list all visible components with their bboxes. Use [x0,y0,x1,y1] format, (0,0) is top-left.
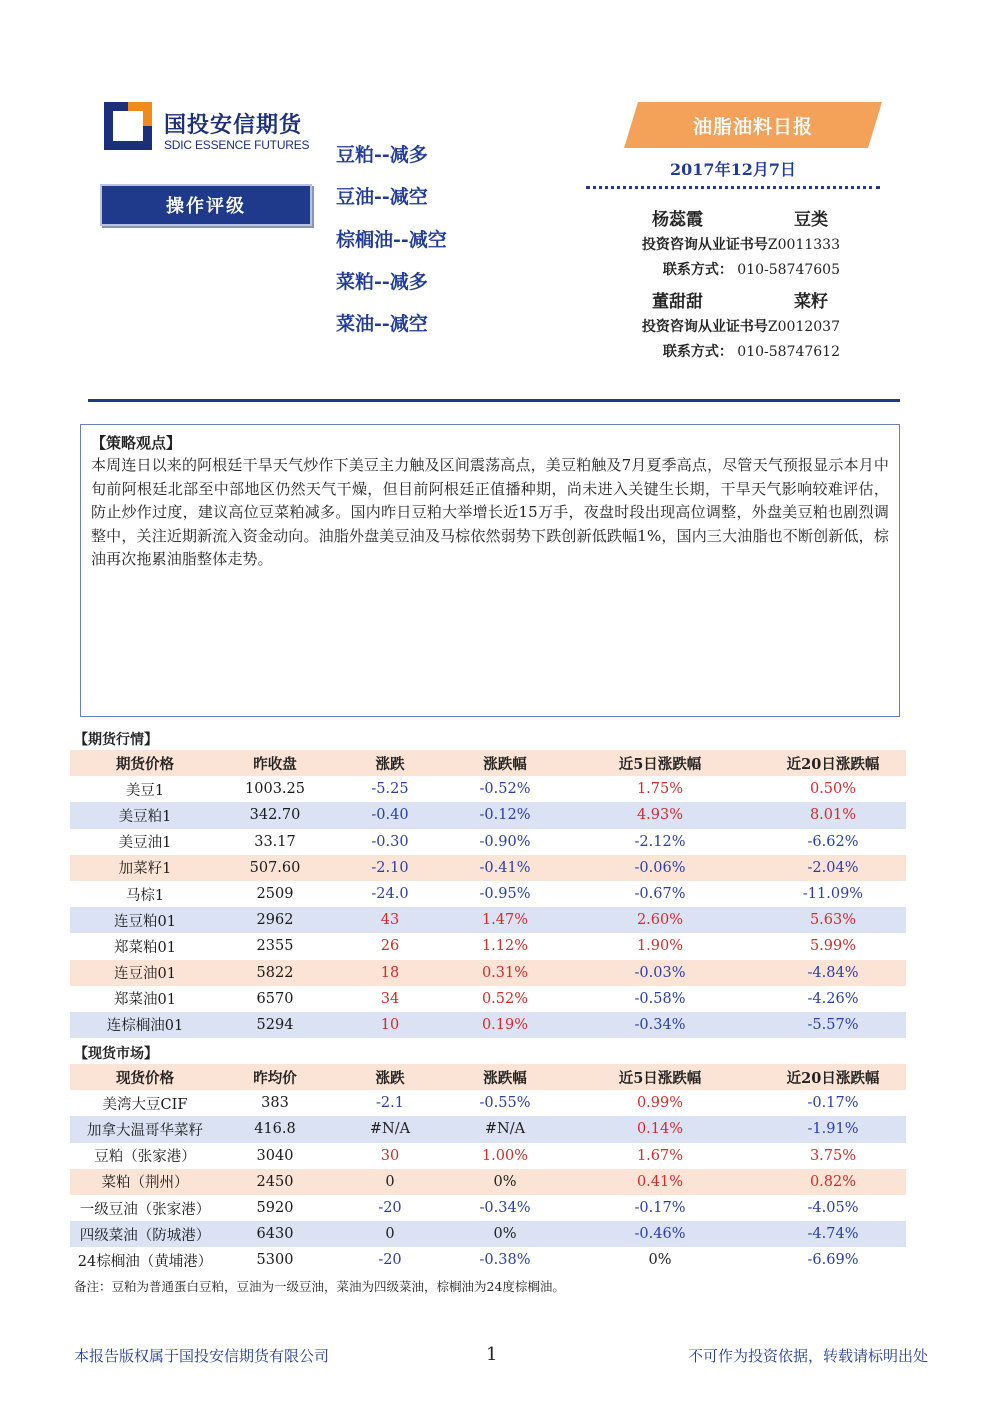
value-cell: 0.82% [760,1169,906,1195]
footer-copyright: 本报告版权属于国投安信期货有限公司 [74,1347,330,1365]
table-note: 备注：豆粕为普通蛋白豆粕，豆油为一级豆油，菜油为四级菜油，棕榈油为24度棕榈油。 [74,1279,565,1294]
table-row [70,1195,906,1221]
analyst-cert: 投资咨询从业证书号Z0012037 [641,319,840,335]
header-divider [586,186,880,189]
table-row [70,776,906,802]
futures-table [70,750,906,1038]
column-header: 近20日涨跌幅 [760,1064,906,1090]
rating-item: 豆油--减空 [336,186,428,208]
value-cell: -0.34% [479,1200,531,1217]
value-cell: 2509 [256,886,294,903]
table-row [70,1116,906,1142]
value-cell: -0.41% [450,855,560,881]
value-cell: -4.74% [760,1221,906,1247]
column-header: 昨均价 [220,1064,330,1090]
value-cell: -2.1 [376,1095,404,1112]
value-cell: 0.50% [809,781,857,798]
value-cell: -0.06% [560,855,760,881]
value-cell: 0.31% [450,960,560,986]
value-cell: #N/A [450,1116,560,1142]
value-cell: -20 [378,1200,402,1217]
value-cell: -4.26% [807,990,859,1007]
value-cell: -0.30 [371,833,409,850]
value-cell: 0.41% [560,1169,760,1195]
value-cell: -0.55% [479,1095,531,1112]
value-cell: 43 [330,907,450,933]
value-cell: 5294 [220,1012,330,1038]
table-row [70,855,906,881]
value-cell: 0% [648,1252,672,1269]
row-label-cell: 四级菜油（防城港） [70,1221,220,1247]
value-cell: -1.91% [760,1116,906,1142]
value-cell: 0% [450,1169,560,1195]
column-header: 涨跌 [330,1064,450,1090]
value-cell: 383 [261,1095,289,1112]
value-cell: 30 [380,1147,400,1164]
table-row [70,907,906,933]
spot-section-label: 【现货市场】 [74,1046,158,1062]
value-cell: 6430 [220,1221,330,1247]
analyst-field: 豆类 [794,210,828,230]
rating-item: 豆粕--减多 [336,144,428,166]
value-cell: 1.12% [481,938,529,955]
rating-item: 菜粕--减多 [336,271,428,293]
value-cell: -0.40 [330,802,450,828]
column-header: 涨跌幅 [450,750,560,776]
value-cell: 1.75% [636,781,684,798]
column-header: 近5日涨跌幅 [560,750,760,776]
value-cell: 3.75% [809,1147,857,1164]
table-row [70,986,906,1012]
row-label-cell: 马棕1 [125,887,165,904]
table-row [70,1143,906,1169]
value-cell: -0.34% [560,1012,760,1038]
analyst-field: 菜籽 [794,292,828,312]
value-cell: 5300 [256,1252,294,1269]
report-title: 油脂油料日报 [692,115,813,138]
value-cell: 1.00% [481,1147,529,1164]
value-cell: -0.52% [479,781,531,798]
table-row [70,1090,906,1116]
table-row [70,1012,906,1038]
value-cell: 1.90% [636,938,684,955]
value-cell: 0 [330,1221,450,1247]
row-label-cell: 美豆1 [125,782,165,799]
column-header: 近20日涨跌幅 [760,750,906,776]
table-row [70,933,906,959]
value-cell: -0.46% [560,1221,760,1247]
analyst-name: 董甜甜 [652,292,703,312]
report-title-banner [624,102,882,148]
table-row [70,802,906,828]
value-cell: -0.38% [479,1252,531,1269]
analyst-cert: 投资咨询从业证书号Z0011333 [641,237,840,253]
futures-section-label: 【期货行情】 [74,732,158,748]
value-cell: -0.12% [450,802,560,828]
value-cell: 33.17 [254,833,296,850]
value-cell: -4.84% [760,960,906,986]
column-header: 近5日涨跌幅 [560,1064,760,1090]
value-cell: 34 [380,990,400,1007]
value-cell: -0.17% [807,1095,859,1112]
table-header-row [70,750,906,776]
value-cell: -2.12% [634,833,686,850]
strategy-body: 本周连日以来的阿根廷干旱天气炒作下美豆主力触及区间震荡高点，美豆粕触及7月夏季高点，尽管天气预报显示本月中旬前阿根廷北部至中部地区仍然天气干燥，但目前阿根廷正值播种期，尚未进入关键生长期，干旱天气影响较难评估，防止炒作过度，建议高位豆菜粕减多。国内昨日豆粕大举增长近15万手，夜盘时段出现高位调整，外盘美豆粕也剧烈调整中，关注近期新流入资金动向。油脂外盘美豆油及马棕依然弱势下跌创新低跌幅1%，国内三大油脂也不断创新低，棕油再次拖累油脂整体走势。 [91,456,889,569]
value-cell: 0% [450,1221,560,1247]
value-cell: 342.70 [220,802,330,828]
value-cell: -0.67% [634,886,686,903]
main-divider [88,399,900,402]
value-cell: -2.10 [330,855,450,881]
value-cell: 0.19% [450,1012,560,1038]
row-label-cell: 24棕榈油（黄埔港） [77,1253,213,1270]
value-cell: -2.04% [760,855,906,881]
spot-table [70,1064,906,1274]
value-cell: -0.17% [634,1200,686,1217]
value-cell: 1003.25 [245,781,305,798]
value-cell: 6570 [256,990,294,1007]
value-cell: -0.90% [479,833,531,850]
row-label-cell: 菜粕（荆州） [70,1169,220,1195]
value-cell: 3040 [256,1147,294,1164]
logo-text-en: SDIC ESSENCE FUTURES [164,138,310,152]
strategy-title: 【策略观点】 [91,434,182,452]
value-cell: -4.05% [807,1200,859,1217]
row-label-cell: 美湾大豆CIF [102,1096,188,1113]
table-row [70,829,906,855]
row-label-cell: 郑菜粕01 [114,939,176,956]
table-row [70,960,906,986]
value-cell: -0.95% [479,886,531,903]
analyst-contact: 联系方式： 010-58747612 [662,344,840,360]
column-header: 涨跌 [330,750,450,776]
value-cell: -11.09% [802,886,864,903]
value-cell: 8.01% [760,802,906,828]
value-cell: 0 [330,1169,450,1195]
value-cell: -6.69% [807,1252,859,1269]
value-cell: 0.14% [560,1116,760,1142]
table-row [70,1247,906,1273]
logo-mark-icon [104,102,152,150]
value-cell: 0.52% [481,990,529,1007]
value-cell: 18 [330,960,450,986]
value-cell: 5920 [256,1200,294,1217]
column-header: 现货价格 [70,1064,220,1090]
value-cell: -5.25 [371,781,409,798]
value-cell: 2355 [256,938,294,955]
value-cell: 2450 [220,1169,330,1195]
logo-text-cn: 国投安信期货 [164,113,303,138]
row-label-cell: 美豆油1 [118,835,172,852]
row-label-cell: 加拿大温哥华菜籽 [70,1116,220,1142]
row-label-cell: 连豆粕01 [70,907,220,933]
analyst-contact: 联系方式： 010-58747605 [662,262,840,278]
table-row [70,881,906,907]
table-header-row [70,1064,906,1090]
analyst-name: 杨蕊霞 [652,210,703,230]
value-cell: 5822 [220,960,330,986]
rating-item: 菜油--减空 [336,313,428,335]
value-cell: 4.93% [560,802,760,828]
strategy-box [80,424,900,717]
rating-label-box: 操作评级 [100,184,312,226]
value-cell: #N/A [330,1116,450,1142]
value-cell: -24.0 [371,886,409,903]
value-cell: 0.99% [636,1095,684,1112]
value-cell: -6.62% [807,833,859,850]
rating-item: 棕榈油--减空 [336,229,447,251]
value-cell: 26 [380,938,400,955]
footer-disclaimer: 不可作为投资依据，转载请标明出处 [687,1347,928,1365]
value-cell: 5.63% [760,907,906,933]
value-cell: 5.99% [809,938,857,955]
row-label-cell: 加菜籽1 [70,855,220,881]
value-cell: 10 [330,1012,450,1038]
value-cell: 416.8 [220,1116,330,1142]
value-cell: -5.57% [760,1012,906,1038]
row-label-cell: 连棕榈油01 [70,1012,220,1038]
row-label-cell: 美豆粕1 [70,802,220,828]
value-cell: -20 [378,1252,402,1269]
company-logo [104,100,334,160]
column-header: 昨收盘 [220,750,330,776]
table-row [70,1221,906,1247]
report-date: 2017年12月7日 [670,160,796,179]
value-cell: -0.03% [560,960,760,986]
value-cell: -0.58% [634,990,686,1007]
value-cell: 1.47% [450,907,560,933]
table-row [70,1169,906,1195]
value-cell: 507.60 [220,855,330,881]
value-cell: 2962 [220,907,330,933]
value-cell: 1.67% [636,1147,684,1164]
column-header: 期货价格 [70,750,220,776]
row-label-cell: 豆粕（张家港） [94,1149,196,1166]
column-header: 涨跌幅 [450,1064,560,1090]
value-cell: 2.60% [560,907,760,933]
row-label-cell: 一级豆油（张家港） [79,1201,211,1218]
row-label-cell: 连豆油01 [70,960,220,986]
row-label-cell: 郑菜油01 [114,992,176,1009]
page-number: 1 [486,1344,498,1365]
